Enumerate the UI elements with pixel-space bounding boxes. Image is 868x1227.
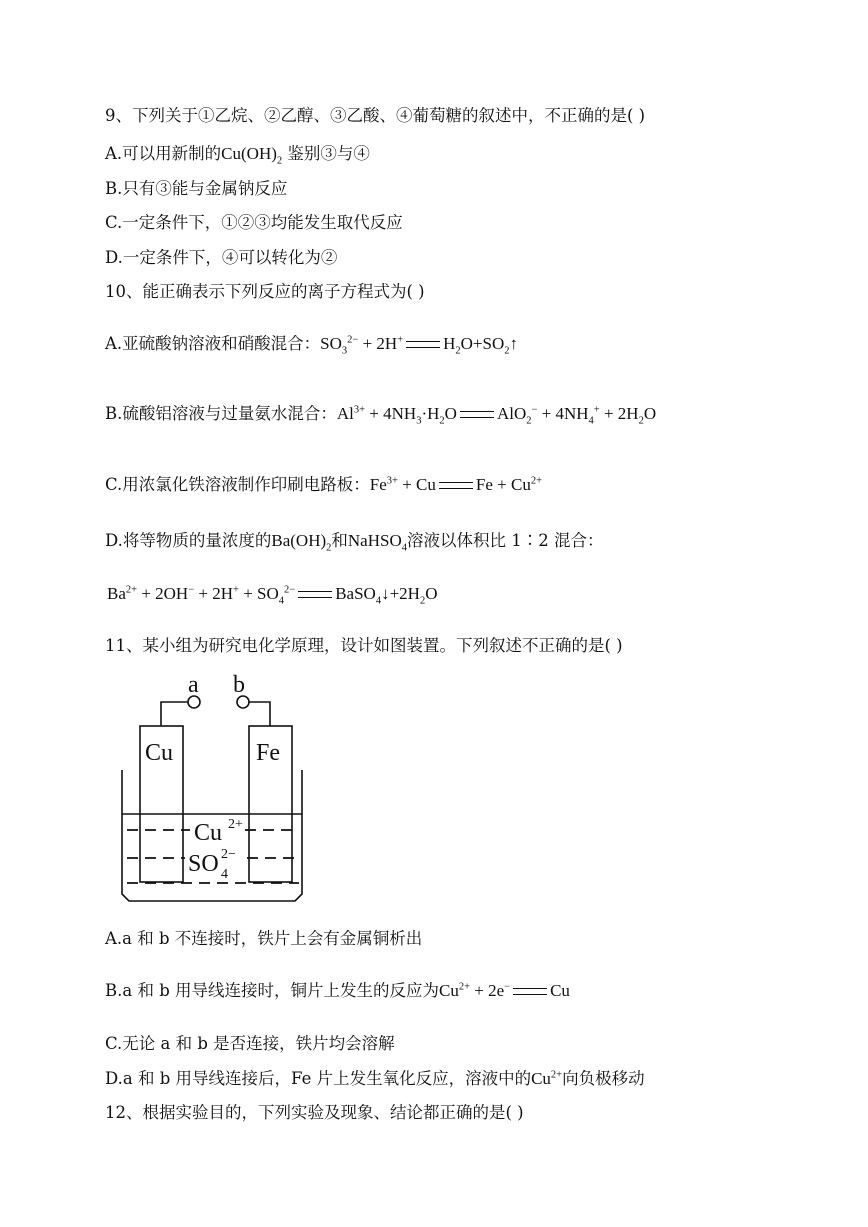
q10-a-equation: $SO_3^{2-} + 2H^+$ $H_2O+SO_2↑$ [320, 334, 519, 357]
q10-d-mid: 和 [331, 531, 348, 550]
q9-a-post: 鉴别③与④ [287, 144, 370, 163]
ion-so4-label: SO [188, 851, 219, 877]
wire-right [248, 702, 270, 726]
q9-a-pre: A.可以用新制的 [105, 144, 222, 163]
q10-d-pre: D.将等物质的量浓度的 [105, 531, 272, 550]
q10-d-formula1: $Ba(OH)_2$ [271, 531, 332, 554]
q9-option-a [105, 143, 370, 165]
q10-option-c [105, 474, 542, 496]
equals-arrow [406, 341, 440, 348]
q11-d-post: 向负极移动 [562, 1069, 645, 1088]
q9-option-d: D.一定条件下，④可以转化为② [105, 248, 338, 267]
q10-b-label: B.硫酸铝溶液与过量氨水混合： [105, 404, 337, 423]
q10-b-equation: $Al^{3+} + 4NH_3\cdot H_2O$ $AlO_2^- + 4NH_4^+ + 2H_2O$ [336, 404, 657, 427]
q10-c-equation: $Fe^{3+} + Cu$ $Fe + Cu^{2+}$ [369, 475, 543, 494]
ion-cu-charge: 2+ [228, 817, 243, 832]
q11-b-pre: B.a 和 b 用导线连接时，铜片上发生的反应为 [105, 981, 440, 1000]
wire-left [161, 702, 188, 726]
equals-arrow [460, 411, 494, 418]
q10-option-a [105, 333, 518, 355]
equals-arrow [298, 591, 332, 598]
q9-option-b: B.只有③能与金属钠反应 [105, 179, 288, 198]
equals-arrow [513, 988, 547, 995]
fe-electrode-label: Fe [256, 740, 280, 766]
q11-option-a: A.a 和 b 不连接时，铁片上会有金属铜析出 [105, 929, 423, 948]
q10-stem: 10、能正确表示下列反应的离子方程式为( ) [105, 282, 425, 301]
ion-so4-charge: 2− [221, 847, 236, 862]
q11-b-equation: $Cu^{2+} + 2e^-$ Cu [439, 981, 570, 1000]
q9-option-c: C.一定条件下，①②③均能发生取代反应 [105, 213, 403, 232]
q10-d-equation: $Ba^{2+} + 2OH^- + 2H^+ + SO_4^{2-}$ $BaSO_4↓+2H_2O$ [107, 584, 438, 607]
equals-arrow [439, 482, 473, 489]
q11-option-c: C.无论 a 和 b 是否连接，铁片均会溶解 [105, 1034, 395, 1053]
q9-stem: 9、下列关于①乙烷、②乙醇、③乙酸、④葡萄糖的叙述中，不正确的是( ) [105, 106, 646, 125]
q11-option-d [105, 1068, 645, 1090]
q10-option-d [105, 530, 604, 552]
cu-electrode-label: Cu [145, 740, 174, 766]
q12-stem: 12、根据实验目的，下列实验及现象、结论都正确的是( ) [105, 1103, 524, 1122]
terminal-a-label: a [188, 672, 199, 698]
terminal-b-label: b [233, 672, 245, 698]
q10-c-label: C.用浓氯化铁溶液制作印刷电路板： [105, 475, 370, 494]
q11-stem: 11、某小组为研究电化学原理，设计如图装置。下列叙述不正确的是( ) [105, 636, 623, 655]
q10-option-b [105, 403, 656, 425]
q10-d-formula2: NaHSO$_4$ [347, 531, 407, 554]
q10-a-label: A.亚硫酸钠溶液和硝酸混合： [105, 334, 321, 353]
q11-d-formula: $Cu^{2+}$ [531, 1069, 563, 1088]
q10-d-post: 溶液以体积比 1∶2 混合： [407, 531, 604, 550]
electrochemical-cell-diagram [115, 668, 310, 908]
ion-cu-label: Cu [194, 820, 223, 846]
q11-option-b [105, 980, 570, 1002]
q9-a-formula: $Cu(OH)_2$ [221, 144, 283, 167]
q11-d-pre: D.a 和 b 用导线连接后，Fe 片上发生氧化反应，溶液中的 [105, 1069, 532, 1088]
ion-so4-subscript: 4 [221, 867, 228, 882]
